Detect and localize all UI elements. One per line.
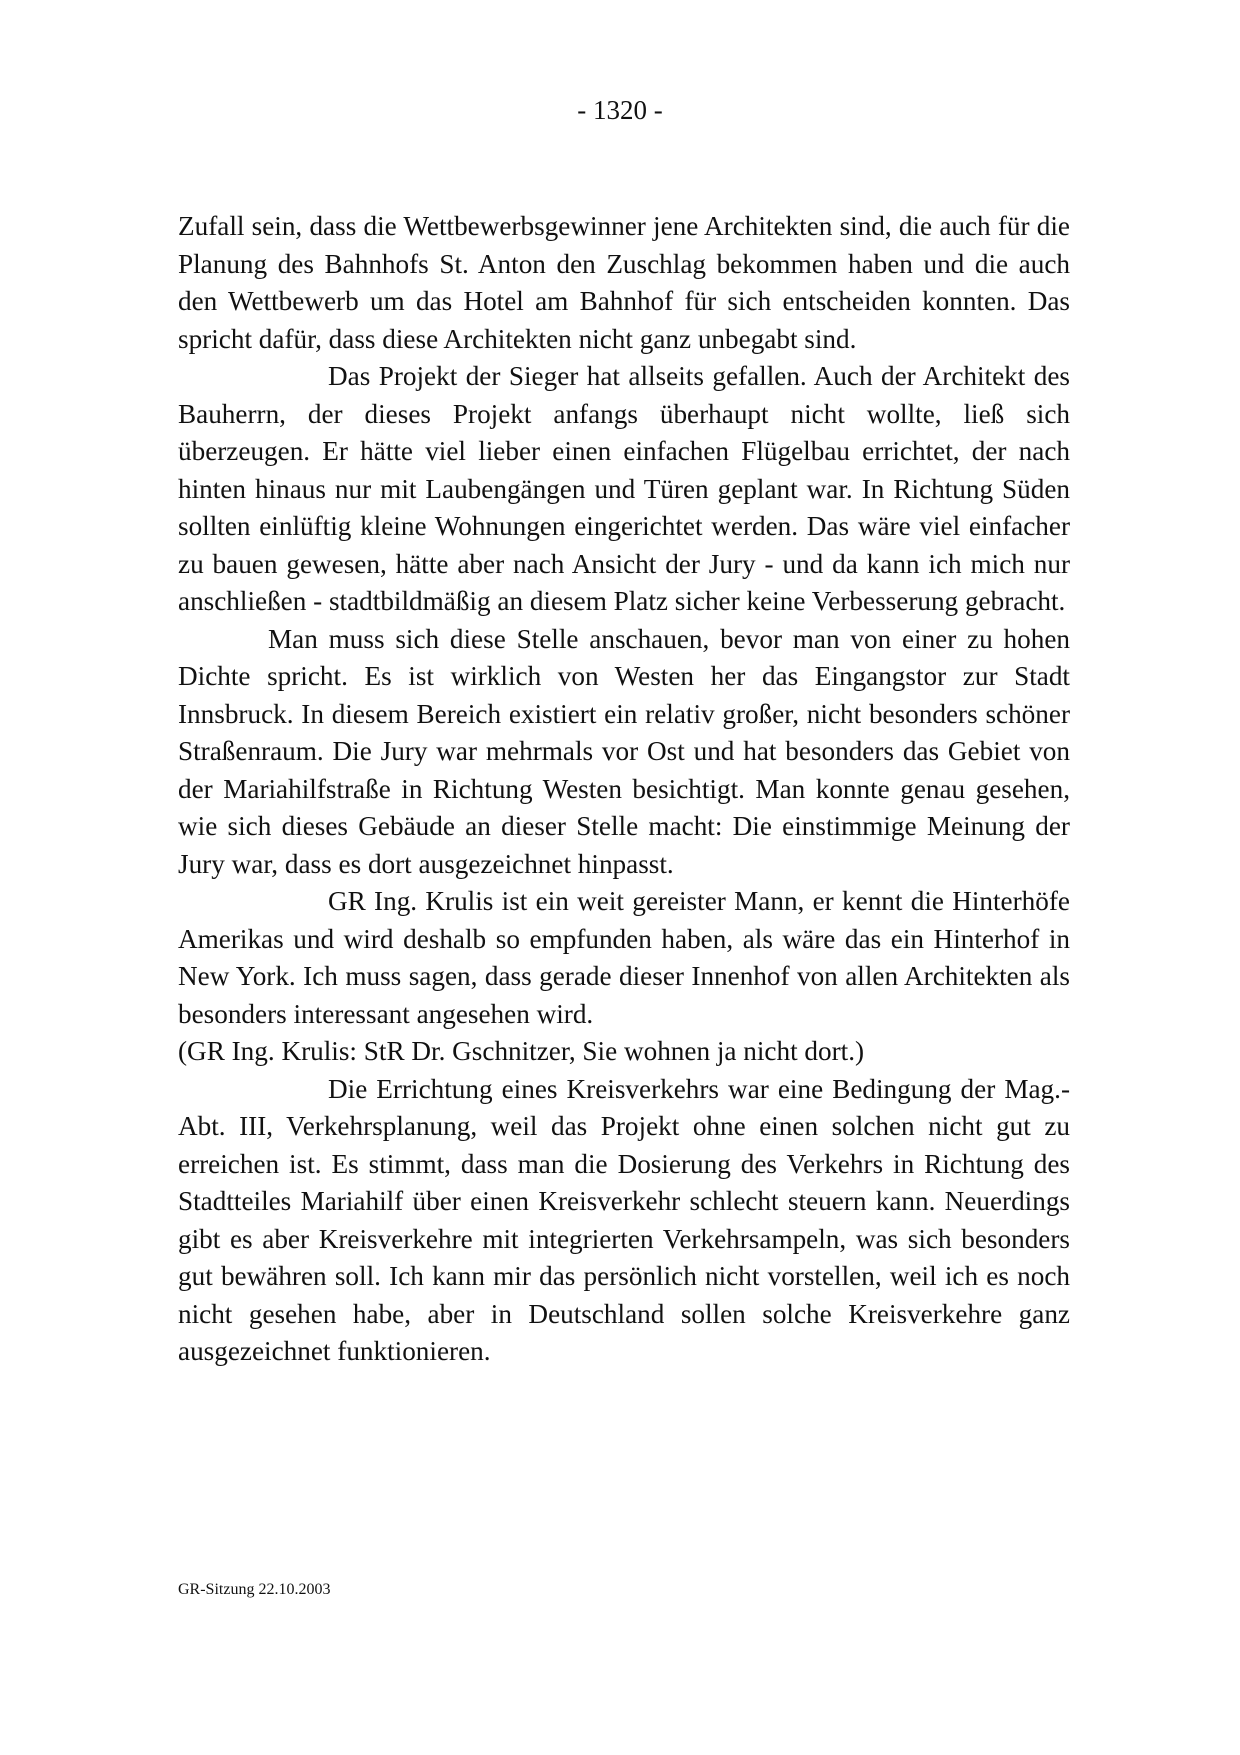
paragraph-project-winners: Das Projekt der Sieger hat allseits gefallen. Auch der Architekt des Bauherrn, der dieses Projekt anfangs überhaupt nicht wollte, ließ sich überzeugen. Er hätte viel lieber einen einfachen Flügelbau errichtet, der nach hinten hinaus nur mit Laubengängen und Türen geplant war. In Richtung Süden sollten einlüftig kleine Wohnungen eingerichtet werden. Das wäre viel einfacher zu bauen gewesen, hätte aber nach Ansicht der Jury - und da kann ich mich nur anschließen - stadtbildmäßig an diesem Platz sicher keine Verbesserung gebracht. <box>178 361 1070 616</box>
paragraph-roundabout: Die Errichtung eines Kreisverkehrs war eine Bedingung der Mag.-Abt. III, Verkehrsplanung, weil das Projekt ohne einen solchen nicht gut zu erreichen ist. Es stimmt, dass man die Dosierung des Verkehrs in Richtung des Stadtteiles Mariahilf über einen Kreisverkehr schlecht steuern kann. Neuerdings gibt es aber Kreisverkehre mit integrierten Verkehrsampeln, was sich besonders gut bewähren soll. Ich kann mir das persönlich nicht vorstellen, weil ich es noch nicht gesehen habe, aber in Deutschland sollen solche Kreisverkehre ganz ausgezeichnet funktionieren. <box>178 1073 1070 1366</box>
footer-session-date: GR-Sitzung 22.10.2003 <box>178 1581 331 1598</box>
paragraph-courtyard: GR Ing. Krulis ist ein weit gereister Mann, er kennt die Hinterhöfe Amerikas und wird deshalb so empfunden haben, als wäre das ein Hinterhof in New York. Ich muss sagen, dass gerade dieser Innenhof von allen Architekten als besonders interessant angesehen wird. <box>178 886 1070 1029</box>
paragraph-interjection: (GR Ing. Krulis: StR Dr. Gschnitzer, Sie wohnen ja nicht dort.) <box>178 1036 865 1066</box>
paragraph-continuation: Zufall sein, dass die Wettbewerbsgewinner jene Architekten sind, die auch für die Planung des Bahnhofs St. Anton den Zuschlag bekommen haben und die auch den Wettbewerb um das Hotel am Bahnhof für sich entscheiden konnten. Das spricht dafür, dass diese Architekten nicht ganz unbegabt sind. <box>178 211 1070 354</box>
paragraph-site-density: Man muss sich diese Stelle anschauen, bevor man von einer zu hohen Dichte spricht. Es ist wirklich von Westen her das Eingangstor zur Stadt Innsbruck. In diesem Bereich existiert ein relativ großer, nicht besonders schöner Straßenraum. Die Jury war mehrmals vor Ost und hat besonders das Gebiet von der Mariahilfstraße in Richtung Westen besichtigt. Man konnte genau gesehen, wie sich dieses Gebäude an dieser Stelle macht: Die einstimmige Meinung der Jury war, dass es dort ausgezeichnet hinpasst. <box>178 623 1070 879</box>
page-number: - 1320 - <box>577 95 663 125</box>
document-body <box>178 208 1070 1371</box>
